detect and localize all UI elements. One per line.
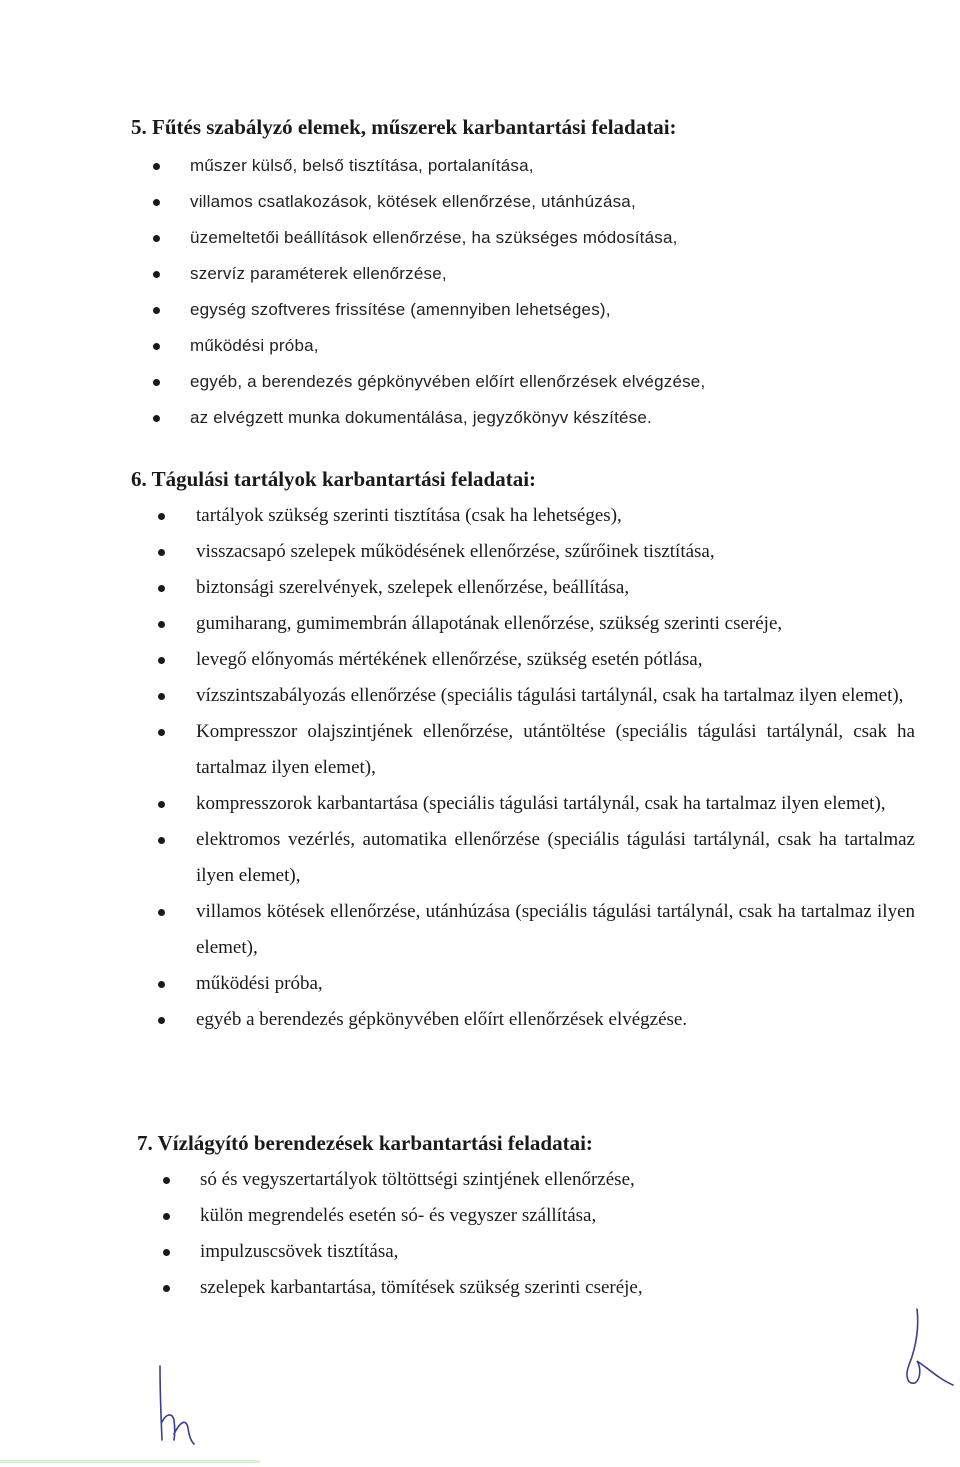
list-item xyxy=(0,534,915,570)
left-signature-initials xyxy=(148,1362,208,1447)
list-item xyxy=(0,1002,915,1038)
list-item-text: szervíz paraméterek ellenőrzése, xyxy=(190,264,447,283)
list-item-text: vízszintszabályozás ellenőrzése (speciális tágulási tartálynál, csak ha tartalmaz ilyen elemet), xyxy=(196,685,904,706)
list-item xyxy=(0,786,915,822)
bullet-icon xyxy=(158,621,165,628)
list-item-text: szelepek karbantartása, tömítések szükség szerinti cseréje, xyxy=(200,1277,643,1298)
list-item-text: egyéb, a berendezés gépkönyvében előírt ellenőrzések elvégzése, xyxy=(190,372,706,391)
bullet-icon xyxy=(158,837,165,844)
list-item-text: külön megrendelés esetén só- és vegyszer szállítása, xyxy=(200,1205,597,1226)
list-item-text: villamos kötések ellenőrzése, utánhúzása (speciális tágulási tartálynál, csak ha tartalmaz ilyen elemet), xyxy=(196,901,915,958)
list-item-text: só és vegyszertartályok töltöttségi szintjének ellenőrzése, xyxy=(200,1169,635,1190)
list-item xyxy=(0,1162,960,1198)
list-item-text: elektromos vezérlés, automatika ellenőrzése (speciális tágulási tartálynál, csak ha tartalmaz ilyen elemet), xyxy=(196,829,915,886)
scan-edge-line xyxy=(0,1460,260,1463)
section-heading: 7. Vízlágyító berendezések karbantartási feladatai: xyxy=(137,1131,593,1155)
list-item-text: műszer külső, belső tisztítása, portalanítása, xyxy=(190,156,534,175)
list-item-text: kompresszorok karbantartása (speciális tágulási tartálynál, csak ha tartalmaz ilyen elemet), xyxy=(196,793,886,814)
bullet-icon xyxy=(158,513,165,520)
list-item-text: gumiharang, gumimembrán állapotának ellenőrzése, szükség szerinti cseréje, xyxy=(196,613,783,634)
bullet-icon xyxy=(153,379,160,386)
list-item xyxy=(0,400,960,436)
list-item xyxy=(0,148,960,184)
bullet-icon xyxy=(158,585,165,592)
list-item xyxy=(0,822,915,894)
list-item-text: levegő előnyomás mértékének ellenőrzése, szükség esetén pótlása, xyxy=(196,649,703,670)
list-item-text: tartályok szükség szerinti tisztítása (csak ha lehetséges), xyxy=(196,505,622,526)
right-signature-initials xyxy=(895,1305,957,1395)
section-heading: 6. Tágulási tartályok karbantartási feladatai: xyxy=(131,467,537,491)
list-item xyxy=(0,292,960,328)
bullet-icon xyxy=(158,693,165,700)
list-item xyxy=(0,364,960,400)
bullet-icon xyxy=(163,1285,170,1292)
list-item-text: üzemeltetői beállítások ellenőrzése, ha szükséges módosítása, xyxy=(190,228,678,247)
bullet-icon xyxy=(158,657,165,664)
bullet-icon xyxy=(163,1249,170,1256)
bullet-icon xyxy=(153,343,160,350)
bullet-list xyxy=(0,148,960,436)
section-heading: 5. Fűtés szabályzó elemek, műszerek karbantartási feladatai: xyxy=(131,115,677,139)
list-item xyxy=(0,184,960,220)
list-item-text: villamos csatlakozások, kötések ellenőrzése, utánhúzása, xyxy=(190,192,636,211)
list-item-text: egység szoftveres frissítése (amennyiben lehetséges), xyxy=(190,300,611,319)
list-item xyxy=(0,678,915,714)
list-item-text: működési próba, xyxy=(190,336,319,355)
list-item xyxy=(0,1270,960,1306)
bullet-icon xyxy=(153,415,160,422)
list-item xyxy=(0,220,960,256)
list-item xyxy=(0,256,960,292)
list-item-text: visszacsapó szelepek működésének ellenőrzése, szűrőinek tisztítása, xyxy=(196,541,715,562)
list-item-text: biztonsági szerelvények, szelepek ellenőrzése, beállítása, xyxy=(196,577,630,598)
list-item xyxy=(0,328,960,364)
bullet-icon xyxy=(153,199,160,206)
list-item-text: Kompresszor olajszintjének ellenőrzése, utántöltése (speciális tágulási tartálynál, csak ha tartalmaz ilyen elemet), xyxy=(196,721,915,778)
list-item xyxy=(0,714,915,786)
bullet-icon xyxy=(158,729,165,736)
section-5 xyxy=(0,112,960,436)
section-6 xyxy=(0,464,960,1038)
list-item xyxy=(0,570,915,606)
list-item xyxy=(0,894,915,966)
list-item-text: egyéb a berendezés gépkönyvében előírt ellenőrzések elvégzése. xyxy=(196,1009,688,1030)
list-item xyxy=(0,1234,960,1270)
list-item xyxy=(0,498,915,534)
bullet-icon xyxy=(153,307,160,314)
bullet-icon xyxy=(163,1177,170,1184)
list-item xyxy=(0,642,915,678)
section-7 xyxy=(0,1128,960,1306)
bullet-icon xyxy=(158,801,165,808)
list-item-text: működési próba, xyxy=(196,973,323,994)
list-item-text: az elvégzett munka dokumentálása, jegyzőkönyv készítése. xyxy=(190,408,652,427)
bullet-icon xyxy=(153,163,160,170)
list-item xyxy=(0,966,915,1002)
bullet-icon xyxy=(153,235,160,242)
bullet-icon xyxy=(158,549,165,556)
bullet-icon xyxy=(163,1213,170,1220)
bullet-icon xyxy=(158,1017,165,1024)
list-item xyxy=(0,1198,960,1234)
bullet-list xyxy=(0,498,915,1038)
bullet-icon xyxy=(158,909,165,916)
list-item xyxy=(0,606,915,642)
list-item-text: impulzuscsövek tisztítása, xyxy=(200,1241,399,1262)
bullet-icon xyxy=(153,271,160,278)
bullet-icon xyxy=(158,981,165,988)
bullet-list xyxy=(0,1162,960,1306)
